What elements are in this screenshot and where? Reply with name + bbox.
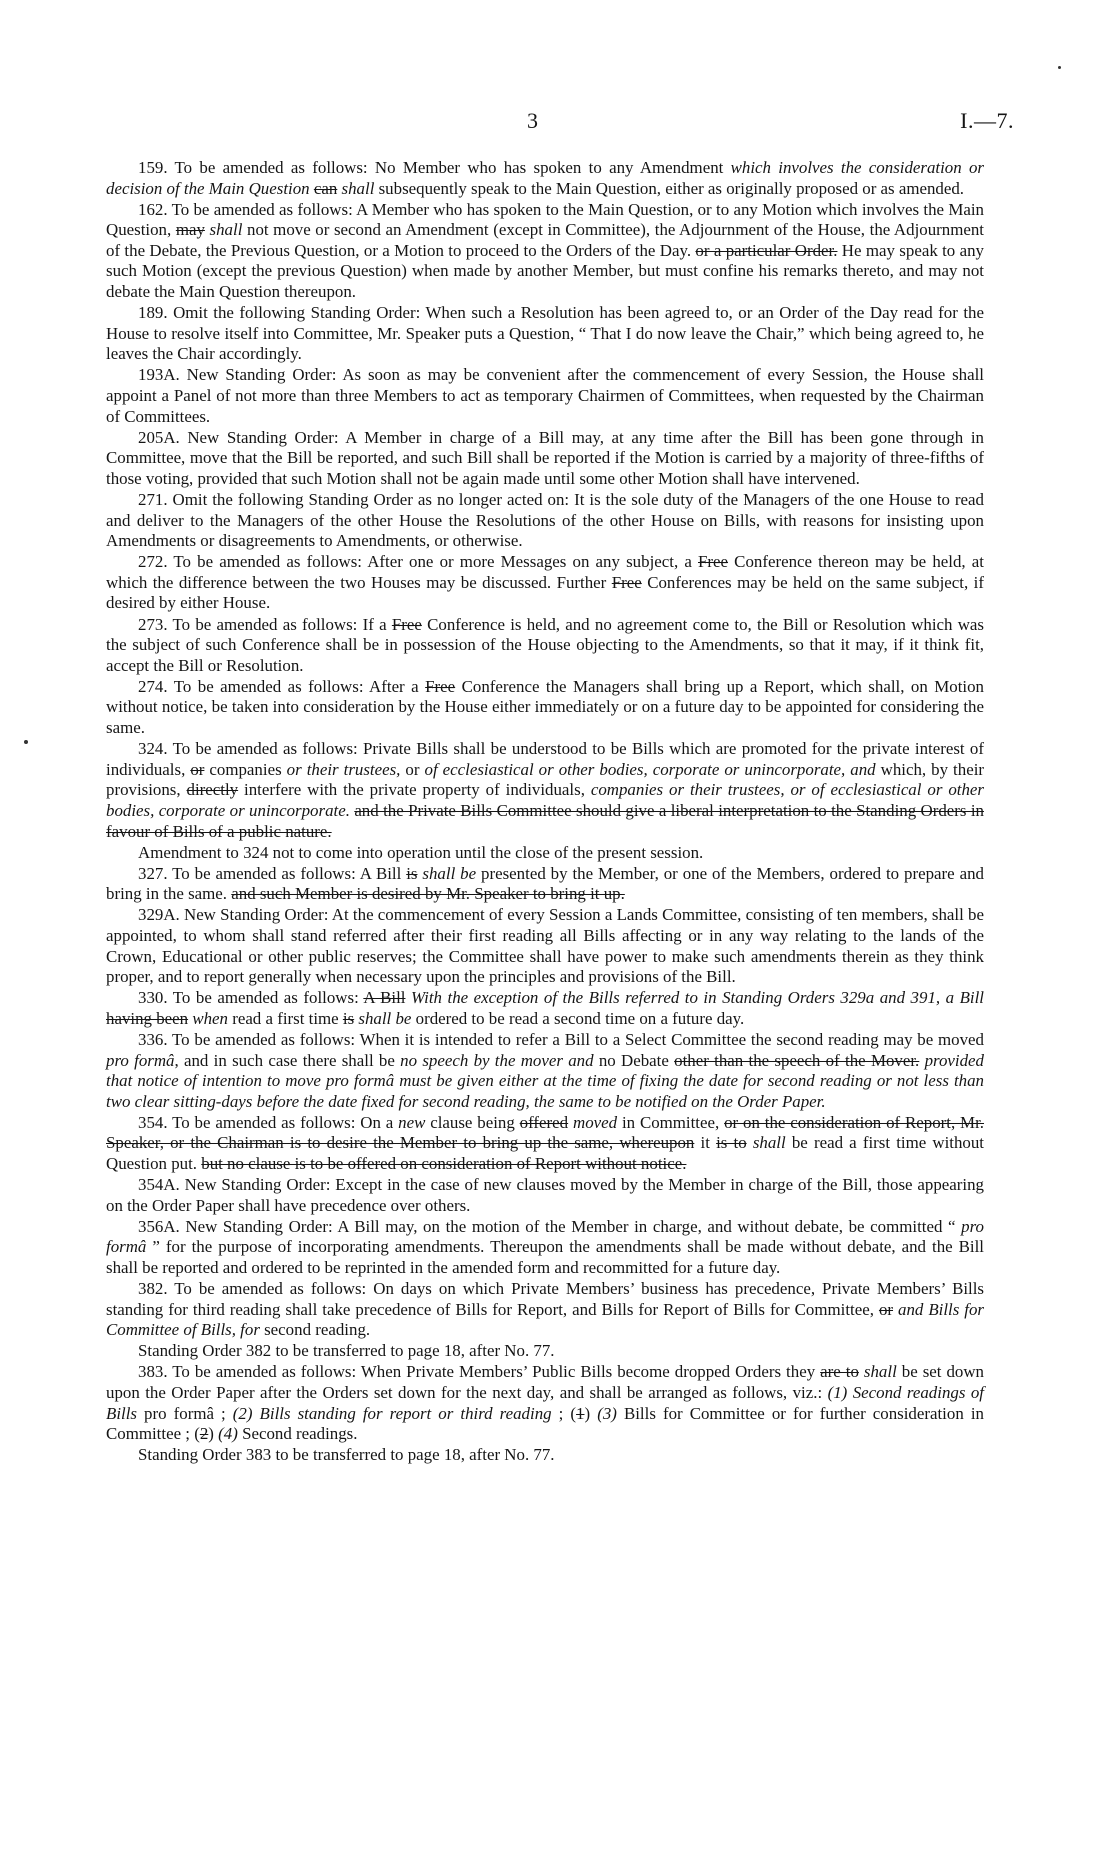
text-run: 159. To be amended as follows: No Member who has spoken to any Amendment [138, 158, 731, 177]
page-header [0, 108, 1114, 138]
amended-text-insertion: (4) [218, 1424, 238, 1444]
para-330 [106, 988, 984, 1029]
text-run: 324. To be amended as follows: Private Bills shall be understood to be Bills which are promoted for the private interest of individuals, [106, 739, 984, 779]
text-run: 354. To be amended as follows: On a [138, 1112, 399, 1132]
text-run: Conferences may be held on the same subject, if desired by either House. [106, 572, 984, 613]
para-336 [106, 1030, 984, 1112]
text-run: 356A. New Standing Order: A Bill may, on the motion of the Member in charge, and without debate, be committed “ [138, 1216, 962, 1236]
para-324-note [106, 843, 984, 864]
text-run: second reading. [259, 1320, 371, 1340]
amended-text-deletion: but no clause is to be offered on consideration of Report without notice. [201, 1154, 687, 1173]
text-run: clause being [425, 1112, 520, 1132]
text-run: not move or second an Amendment (except in Committee), the Adjournment of the House, the Adjournment of the Debate, the Previous Question, or a Motion to proceed to the Orders of the Day. [106, 220, 984, 260]
amended-text-insertion: shall [752, 1133, 786, 1153]
para-354a [106, 1175, 984, 1216]
amended-text-deletion: and such Member is desired by Mr. Speaker to bring it up. [231, 884, 625, 904]
text-run: in Committee, [617, 1112, 725, 1132]
text-run: 327. To be amended as follows: A Bill [138, 863, 407, 883]
para-354 [106, 1113, 984, 1175]
amended-text-deletion: 1 [576, 1403, 585, 1423]
para-382-note [106, 1341, 984, 1362]
para-324 [106, 739, 984, 842]
text-run: which, by their provisions, [106, 759, 985, 800]
amended-text-insertion: With the exception of the Bills referred to in Standing Orders 329a and 391, a Bill [411, 988, 984, 1008]
text-run: 382. To be amended as follows: On days on which Private Members’ business has precedence, Private Members’ Bills standing for third reading shall take precedence of Bills for Report, and Bills for Report of Bills for Committee, [106, 1279, 984, 1319]
text-run: Standing Order 383 to be transferred to page 18, after No. 77. [138, 1445, 555, 1465]
text-run: no Debate [593, 1050, 675, 1070]
amended-text-deletion: and the Private Bills Committee should give a liberal interpretation to the Standing Orders in favour of Bills of a public nature. [106, 800, 984, 841]
amended-text-deletion: is to [716, 1133, 747, 1153]
amended-text-deletion: is [406, 863, 418, 883]
text-run: 354A. New Standing Order: Except in the case of new clauses moved by the Member in charge of the Bill, those appearing on the Order Paper shall have precedence over others. [106, 1175, 984, 1215]
amended-text-deletion: Free [611, 572, 642, 592]
para-356a [106, 1217, 984, 1279]
amended-text-insertion: shall [341, 178, 375, 198]
text-run: interfere with the private property of individuals, [238, 780, 591, 800]
text-run: 336. To be amended as follows: When it is intended to refer a Bill to a Select Committee the second reading may be moved [138, 1029, 984, 1049]
amended-text-deletion: 2 [199, 1424, 209, 1444]
text-run: pro formâ ; [136, 1403, 233, 1423]
amended-text-deletion: or a particular Order. [695, 240, 838, 260]
amended-text-insertion: when [192, 1008, 228, 1028]
amended-text-deletion: having been [106, 1008, 189, 1028]
text-run: ) [208, 1424, 219, 1444]
text-run: or [400, 759, 425, 779]
text-run: ” for the purpose of incorporating amendments. Thereupon the amendments shall be made without debate, and the Bill shall be reported and ordered to be reprinted in the amended form and recommitted for a future day. [106, 1237, 984, 1277]
text-run: 330. To be amended as follows: [138, 988, 364, 1008]
amended-text-insertion: (1) Second readings of Bills [106, 1383, 984, 1423]
text-run: subsequently speak to the Main Question, either as originally proposed or as amended. [374, 178, 965, 198]
amended-text-deletion: offered [519, 1112, 569, 1132]
amended-text-insertion: shall [209, 220, 243, 240]
amended-text-deletion: can [313, 178, 338, 198]
amended-text-deletion: is [342, 1008, 355, 1028]
amended-text-insertion: (3) [597, 1403, 617, 1423]
amended-text-insertion: of ecclesiastical or other bodies, corporate or unincorporate, and [424, 759, 876, 779]
amended-text-deletion: are to [820, 1362, 859, 1382]
para-327 [106, 864, 984, 905]
text-run: read a first time [227, 1008, 343, 1028]
text-run: ordered to be read a second time on a future day. [411, 1008, 745, 1028]
amended-text-deletion: Free [698, 552, 729, 572]
text-run: , and in such case there shall be [174, 1050, 401, 1070]
text-run: ) [584, 1403, 598, 1423]
para-329a [106, 905, 984, 987]
para-205a [106, 428, 984, 490]
amended-text-insertion: and Bills for Committee of Bills, for [106, 1299, 984, 1340]
text-run: be read a first time without Question put. [106, 1133, 984, 1173]
amended-text-deletion: or [190, 759, 205, 779]
para-189 [106, 303, 984, 365]
text-run: Bills for Committee or for further consideration in Committee ; ( [106, 1403, 984, 1444]
para-193a [106, 365, 984, 427]
amended-text-insertion: moved [573, 1112, 618, 1132]
scan-speck-left [24, 740, 28, 744]
amended-text-insertion: which involves the consideration or decision of the Main Question [106, 158, 985, 198]
text-run: Standing Order 382 to be transferred to page 18, after No. 77. [138, 1341, 555, 1361]
scan-speck-top [1058, 66, 1061, 69]
amended-text-insertion: provided that notice of intention to move pro formâ must be given either at the time of fixing the date for second reading or not less than two clear sitting-days before the date fixed for second reading, the same to be notified on the Order Paper. [106, 1050, 984, 1111]
amended-text-deletion: Free [391, 614, 422, 634]
text-run: Conference thereon may be held, at which the difference between the two Houses may be discussed. Further [106, 552, 984, 592]
page-number: 3 [527, 108, 538, 133]
text-run: 271. Omit the following Standing Order as no longer acted on: It is the sole duty of the Managers of the one House to read and deliver to the Managers of the other House the Resolutions of the other House on Bills, with reasons for insisting upon Amendments or disagreements to Amendments, or otherwise. [106, 490, 984, 551]
text-run: 193A. New Standing Order: As soon as may be convenient after the commencement of every Session, the House shall appoint a Panel of not more than three Members to act as temporary Chairmen of Committees, when requested by the Chairman of Committees. [106, 365, 984, 426]
text-run: 162. To be amended as follows: A Member who has spoken to the Main Question, or to any Motion which involves the Main Question, [106, 199, 984, 240]
amended-text-deletion: may [175, 220, 205, 240]
amended-text-deletion: directly [186, 780, 239, 800]
text-run: 383. To be amended as follows: When Private Members’ Public Bills become dropped Orders they [138, 1362, 821, 1382]
para-383-note [106, 1445, 984, 1466]
text-run: presented by the Member, or one of the Members, ordered to prepare and bring in the same. [106, 863, 984, 904]
amended-text-insertion: (2) Bills standing for report or third reading [232, 1403, 552, 1423]
text-run: 189. Omit the following Standing Order: When such a Resolution has been agreed to, or an Order of the Day read for the House to resolve itself into Committee, Mr. Speaker puts a Question, “ That I do now leave the Chair,” which being agreed to, he leaves the Chair accordingly. [106, 303, 984, 364]
text-run: 273. To be amended as follows: If a [138, 614, 392, 634]
amended-text-insertion: pro formâ [106, 1216, 984, 1257]
text-run: 205A. New Standing Order: A Member in charge of a Bill may, at any time after the Bill has been gone through in Committee, move that the Bill be reported, and such Bill shall be reported if the Motion is carried by a majority of three-fifths of those voting, provided that such Motion shall not be again made until some other Motion shall have intervened. [106, 427, 984, 488]
text-run: 272. To be amended as follows: After one or more Messages on any subject, a [138, 552, 698, 572]
text-run: it [694, 1133, 717, 1153]
amended-text-insertion: or their trustees, [286, 759, 401, 779]
text-run: ; ( [551, 1403, 577, 1423]
para-383 [106, 1362, 984, 1444]
para-272 [106, 552, 984, 614]
para-162 [106, 200, 984, 303]
text-run: companies [204, 759, 287, 779]
amended-text-insertion: new [398, 1112, 426, 1132]
text-run: Conference the Managers shall bring up a Report, which shall, on Motion without notice, be taken into consideration by the House either immediately or on a future day to be appointed for considering the same. [106, 676, 984, 738]
text-run: 274. To be amended as follows: After a [138, 676, 426, 696]
amended-text-insertion: pro formâ [106, 1050, 175, 1070]
amended-text-deletion: or [878, 1299, 894, 1319]
para-159 [106, 158, 984, 199]
para-382 [106, 1279, 984, 1341]
text-run: Second readings. [237, 1424, 358, 1444]
amended-text-insertion: companies or their trustees, or of ecclesiastical or other bodies, corporate or unincorporate. [106, 780, 984, 820]
text-run: 329A. New Standing Order: At the commencement of every Session a Lands Committee, consisting of ten members, shall be appointed, to whom shall stand referred after their first reading all Bills affecting or in any way relating to the lands of the Crown, Educational or other public reserves; the Committee shall have power to make such amendments therein as they think proper, and to report generally when necessary upon the principles and provisions of the Bill. [106, 905, 984, 987]
text-run: Conference is held, and no agreement come to, the Bill or Resolution which was the subject of such Conference shall be in possession of the House objecting to the Amendments, so that it may, if it think fit, accept the Bill or Resolution. [106, 614, 984, 675]
document-body [106, 158, 984, 1466]
amended-text-insertion: shall be [422, 863, 477, 883]
amended-text-deletion: Free [425, 676, 456, 696]
text-run: be set down upon the Order Paper after the Orders set down for the next day, and shall be arranged as follows, viz.: [106, 1362, 984, 1403]
document-reference: I.—7. [960, 108, 1014, 133]
para-271 [106, 490, 984, 552]
amended-text-deletion: other than the speech of the Mover. [674, 1050, 920, 1070]
text-run: He may speak to any such Motion (except the previous Question) when made by another Member, but must confine his remarks thereto, and may not debate the Main Question thereupon. [106, 240, 985, 302]
amended-text-insertion: shall [863, 1362, 897, 1382]
amended-text-insertion: shall be [358, 1008, 412, 1028]
para-273 [106, 615, 984, 677]
amended-text-deletion: A Bill [363, 988, 406, 1008]
text-run: Amendment to 324 not to come into operation until the close of the present session. [138, 842, 704, 862]
amended-text-insertion: no speech by the mover and [400, 1050, 594, 1070]
amended-text-deletion: or on the consideration of Report, Mr. Speaker, or the Chairman is to desire the Member to bring up the same, whereupon [106, 1112, 984, 1153]
para-274 [106, 677, 984, 739]
